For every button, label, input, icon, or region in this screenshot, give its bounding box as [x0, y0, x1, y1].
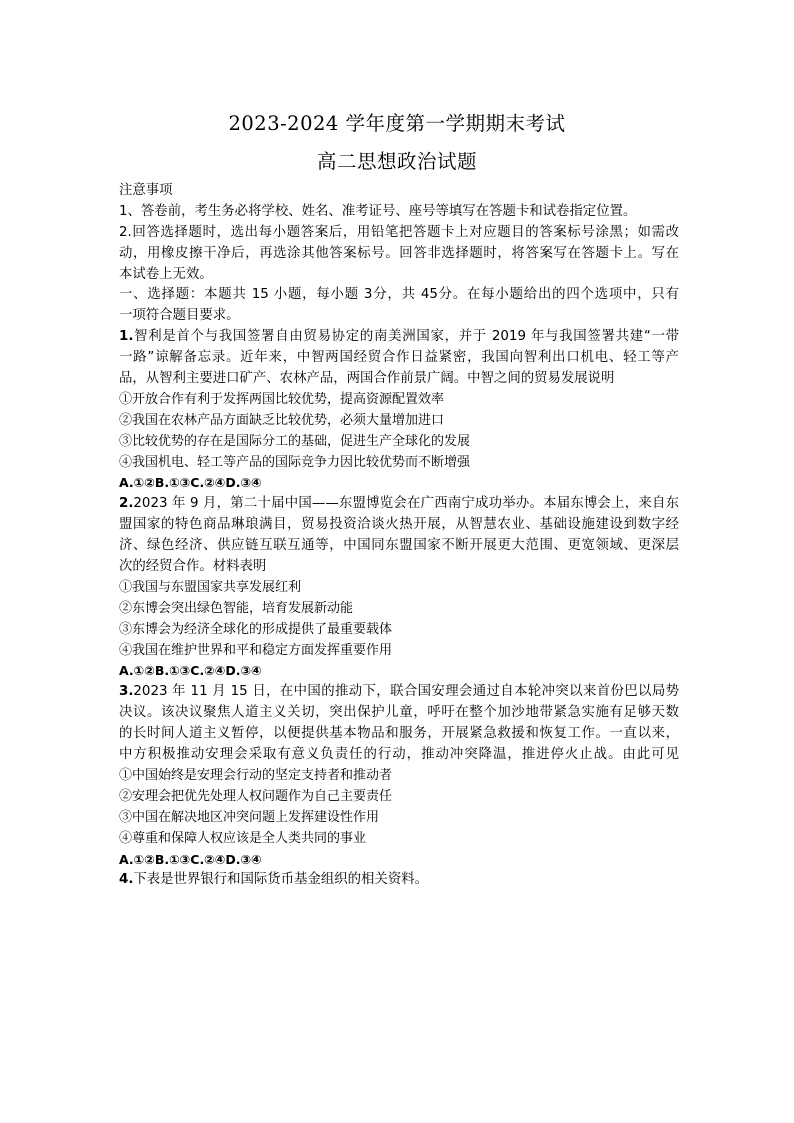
question-number: 3. — [119, 684, 134, 700]
question-1-stem — [119, 327, 679, 348]
question-2-stem — [119, 494, 679, 515]
question-1-stem: 品，从智利主要进口矿产、农林产品，两国合作前景广阔。中智之间的贸易发展说明 — [119, 371, 615, 387]
exam-title: 2023-2024 学年度第一学期期末考试 — [228, 112, 566, 135]
question-3-stem: 决议。该决议聚焦人道主义关切，突出保护儿童，呼吁在整个加沙地带紧急实施有足够天数 — [119, 705, 679, 721]
notice-line: 1、答卷前，考生务必将学校、姓名、准考证号、座号等填写在答题卡和试卷指定位置。 — [119, 203, 637, 219]
question-number: 2. — [119, 496, 134, 512]
notice-line: 本试卷上无效。 — [119, 266, 213, 282]
question-number: 1. — [119, 329, 134, 345]
question-3-option: ④尊重和保障人权应该是全人类共同的事业 — [119, 830, 367, 846]
question-1-option: ①开放合作有利于发挥两国比较优势，提高资源配置效率 — [119, 391, 445, 407]
question-3-stem: 的长时间人道主义暂停，以便提供基本物品和服务，开展紧急救援和恢复工作。一直以来， — [119, 726, 679, 742]
question-1-stem: 一路”谅解备忘录。近年来，中智两国经贸合作日益紧密，我国向智利出口机电、轻工等产 — [119, 350, 679, 366]
question-1-option: ④我国机电、轻工等产品的国际竞争力因比较优势而不断增强 — [119, 454, 471, 470]
exam-subtitle: 高二思想政治试题 — [316, 150, 477, 173]
question-stem-text: 2023 年 11 月 15 日，在中国的推动下，联合国安理会通过自本轮冲突以来首份巴以局势 — [133, 684, 679, 700]
question-1-option: ②我国在农林产品方面缺乏比较优势，必须大量增加进口 — [119, 412, 445, 428]
notice-line: 2.回答选择题时，选出每小题答案后，用铅笔把答题卡上对应题目的答案标号涂黑；如需改 — [119, 224, 679, 240]
question-2-option: ①我国与东盟国家共享发展红利 — [119, 579, 302, 595]
question-2-option: ③东博会为经济全球化的形成提供了最重要载体 — [119, 621, 393, 637]
notice-line: 动，用橡皮擦干净后，再选涂其他答案标号。回答非选择题时，将答案写在答题卡上。写在 — [119, 245, 679, 261]
question-1-answers: A.①②B.①③C.②④D.③④ — [119, 475, 262, 491]
question-2-option: ④我国在维护世界和平和稳定方面发挥重要作用 — [119, 642, 393, 658]
exam-content — [119, 181, 679, 891]
question-stem-text: 下表是世界银行和国际货币基金组织的相关资料。 — [133, 872, 428, 888]
question-2-answers: A.①②B.①③C.②④D.③④ — [119, 663, 262, 679]
question-stem-text: 智利是首个与我国签署自由贸易协定的南美洲国家，并于 2019 年与我国签署共建“一带 — [133, 329, 679, 345]
section-heading-cont: 一项符合题目要求。 — [119, 308, 240, 324]
question-stem-text: 2023 年 9 月，第二十届中国——东盟博览会在广西南宁成功举办。本届东博会上，来自东 — [133, 496, 679, 512]
question-3-option: ①中国始终是安理会行动的坚定支持者和推动者 — [119, 767, 393, 783]
question-4-stem — [119, 870, 679, 891]
question-2-stem: 次的经贸合作。材料表明 — [119, 559, 267, 575]
question-2-stem: 盟国家的特色商品琳琅满目，贸易投资洽谈火热开展，从智慧农业、基础设施建设到数字经 — [119, 517, 679, 533]
section-heading: 一、选择题：本题共 15 小题，每小题 3分，共 45分。在每小题给出的四个选项中，只有 — [119, 287, 679, 303]
question-1-option: ③比较优势的存在是国际分工的基础，促进生产全球化的发展 — [119, 433, 471, 449]
question-3-stem — [119, 682, 679, 703]
question-number: 4. — [119, 872, 134, 888]
question-3-option: ②安理会把优先处理人权问题作为自己主要责任 — [119, 788, 393, 804]
question-2-option: ②东博会突出绿色智能，培育发展新动能 — [119, 600, 354, 616]
notice-heading: 注意事项 — [119, 183, 173, 198]
question-2-stem: 济、绿色经济、供应链互联互通等，中国同东盟国家不断开展更大范围、更宽领域、更深层 — [119, 538, 679, 554]
question-3-option: ③中国在解决地区冲突问题上发挥建设性作用 — [119, 809, 380, 825]
question-3-stem: 中方积极推动安理会采取有意义负责任的行动，推动冲突降温，推进停火止战。由此可见 — [119, 747, 679, 763]
question-3-answers: A.①②B.①③C.②④D.③④ — [119, 851, 262, 867]
